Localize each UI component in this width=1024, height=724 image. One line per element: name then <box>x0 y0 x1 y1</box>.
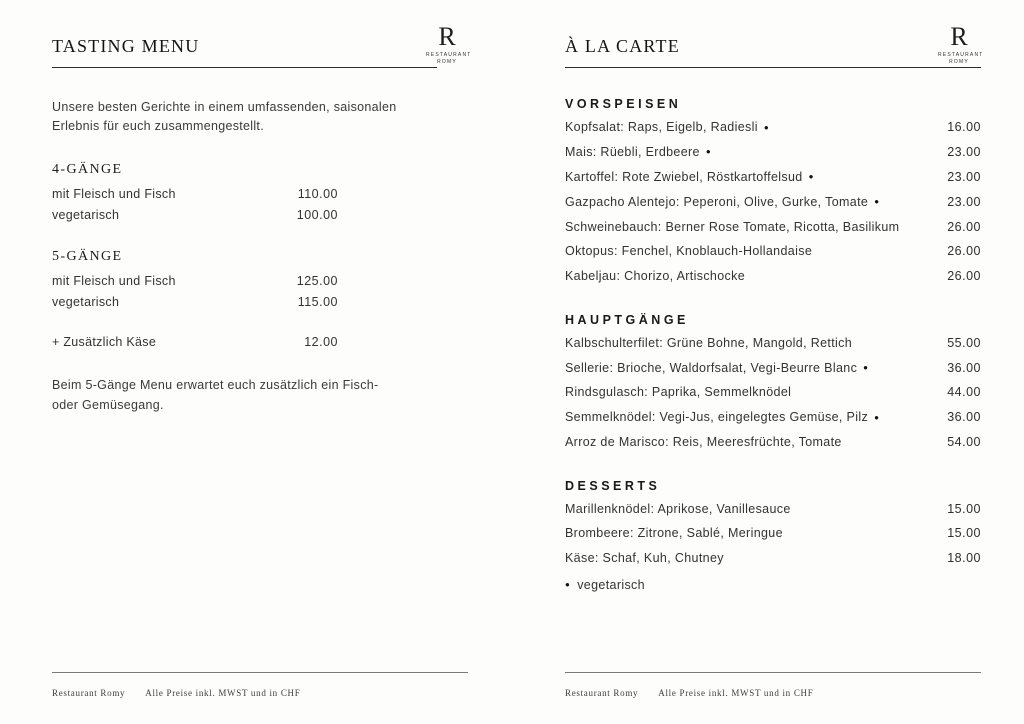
vegetarian-dot-icon: ● <box>763 122 770 132</box>
menu-item-label: Kopfsalat: Raps, Eigelb, Radiesli <box>565 120 758 134</box>
course-option-row <box>52 206 338 225</box>
footer-price-note: Alle Preise inkl. MWST und in CHF <box>145 688 301 698</box>
menu-item-row <box>565 269 981 283</box>
course-option-price: 100.00 <box>296 207 338 222</box>
section-desserts <box>565 479 981 566</box>
menu-item-price: 26.00 <box>947 269 981 284</box>
vegetarian-dot-icon: ● <box>705 147 712 157</box>
menu-item-price: 26.00 <box>947 244 981 259</box>
menu-item-price: 23.00 <box>947 169 981 184</box>
course-option-row <box>52 293 338 312</box>
menu-item-row <box>565 145 981 159</box>
extra-option-price: 12.00 <box>304 334 338 349</box>
menu-item-price: 36.00 <box>947 360 981 375</box>
menu-item-row <box>565 120 981 134</box>
logo-letter: R <box>950 22 968 51</box>
footer-divider <box>52 672 468 673</box>
vegetarian-dot-icon: ● <box>863 363 869 373</box>
course-option-price: 110.00 <box>297 186 338 201</box>
course-option-label: mit Fleisch und Fisch <box>52 274 176 289</box>
footer-price-note: Alle Preise inkl. MWST und in CHF <box>658 688 814 698</box>
menu-item-label: Käse: Schaf, Kuh, Chutney <box>565 551 724 566</box>
menu-item-price: 54.00 <box>947 435 981 450</box>
course-option-label: mit Fleisch und Fisch <box>52 186 176 201</box>
vegetarian-dot-icon: ● <box>565 580 571 590</box>
section-items <box>565 502 981 566</box>
a-la-carte-content <box>512 0 1024 592</box>
course-items <box>52 185 468 225</box>
course-4-gaenge <box>52 162 468 225</box>
vegetarian-dot-icon: ● <box>874 197 880 207</box>
course-option-price: 115.00 <box>297 295 338 309</box>
course-option-row <box>52 272 338 291</box>
extra-option-label: + Zusätzlich Käse <box>52 334 157 349</box>
menu-item-label: Marillenknödel: Aprikose, Vanillesauce <box>565 501 791 516</box>
page-title-tasting-menu: TASTING MENU <box>52 36 200 56</box>
menu-item-row <box>565 361 981 375</box>
section-heading: DESSERTS <box>565 478 661 493</box>
logo-subtext-line1: RESTAURANT <box>938 52 984 58</box>
footer-divider <box>565 672 981 673</box>
section-items <box>565 120 981 284</box>
a-la-carte-page <box>512 0 1024 724</box>
menu-item-price: 55.00 <box>947 335 981 350</box>
menu-item-price: 26.00 <box>947 219 981 234</box>
menu-item-row <box>565 195 981 209</box>
footer-text <box>52 688 468 698</box>
menu-item-label: Kabeljau: Chorizo, Artischocke <box>565 269 746 284</box>
menu-item-row <box>565 410 981 424</box>
course-heading: 5-GÄNGE <box>52 249 123 265</box>
menu-item-label: Mais: Rüebli, Erdbeere <box>565 144 700 159</box>
footer-restaurant-name: Restaurant Romy <box>52 688 126 698</box>
menu-item-label: Gazpacho Alentejo: Peperoni, Olive, Gurke, Tomate <box>565 194 869 209</box>
course-heading: 4-GÄNGE <box>52 161 123 177</box>
menu-item-row <box>565 526 981 540</box>
menu-item-row <box>565 551 981 565</box>
menu-item-label: Semmelknödel: Vegi-Jus, eingelegtes Gemüse, Pilz <box>565 410 869 425</box>
menu-item-price: 15.00 <box>947 526 981 541</box>
footer-restaurant-name: Restaurant Romy <box>565 688 639 698</box>
vegetarian-legend <box>565 578 981 592</box>
menu-item-label: Oktopus: Fenchel, Knoblauch-Hollandaise <box>565 244 813 259</box>
course-items <box>52 272 468 312</box>
tasting-menu-content <box>0 0 512 415</box>
title-divider <box>52 67 437 68</box>
tasting-menu-intro: Unsere besten Gerichte in einem umfassenden, saisonalen Erlebnis für euch zusammengestellt. <box>52 100 397 134</box>
course-option-price: 125.00 <box>296 274 338 289</box>
menu-item-row <box>565 170 981 184</box>
logo-letter: R <box>438 22 456 51</box>
menu-item-price: 23.00 <box>947 194 981 209</box>
section-heading: VORSPEISEN <box>565 97 682 111</box>
section-heading: HAUPTGÄNGE <box>565 312 689 327</box>
menu-item-row <box>565 220 981 234</box>
section-hauptgaenge <box>565 313 981 450</box>
page-title-a-la-carte: À LA CARTE <box>565 36 680 56</box>
vegetarian-legend-label: vegetarisch <box>577 577 645 592</box>
course-option-label: vegetarisch <box>52 295 120 309</box>
menu-item-label: Kalbschulterfilet: Grüne Bohne, Mangold, Rettich <box>565 335 853 350</box>
menu-item-row <box>565 435 981 449</box>
tasting-menu-note: Beim 5-Gänge Menu erwartet euch zusätzlich ein Fisch- oder Gemüsegang. <box>52 377 379 412</box>
footer-text <box>565 688 981 698</box>
menu-item-price: 15.00 <box>947 501 981 516</box>
menu-item-row <box>565 385 981 399</box>
section-items <box>565 336 981 450</box>
menu-item-label: Rindsgulasch: Paprika, Semmelknödel <box>565 385 792 400</box>
course-option-label: vegetarisch <box>52 207 120 222</box>
menu-item-row <box>565 336 981 350</box>
menu-item-row <box>565 244 981 258</box>
extra-cheese-option <box>52 333 468 352</box>
section-vorspeisen <box>565 97 981 284</box>
menu-item-price: 23.00 <box>947 144 981 159</box>
course-5-gaenge <box>52 249 468 312</box>
menu-item-label: Arroz de Marisco: Reis, Meeresfrüchte, Tomate <box>565 435 842 450</box>
page-footer <box>565 672 981 698</box>
logo-subtext-line1: RESTAURANT <box>426 52 472 58</box>
logo-subtext-line2: ROMY <box>437 58 457 65</box>
menu-item-price: 44.00 <box>947 385 981 400</box>
page-footer <box>52 672 468 698</box>
course-option-row <box>52 185 338 204</box>
menu-item-label: Sellerie: Brioche, Waldorfsalat, Vegi-Beurre Blanc <box>565 360 858 375</box>
title-divider <box>565 67 981 68</box>
menu-item-price: 36.00 <box>947 410 981 425</box>
extra-option-row <box>52 333 338 352</box>
menu-item-price: 16.00 <box>947 120 981 134</box>
menu-item-label: Kartoffel: Rote Zwiebel, Röstkartoffelsud <box>565 169 803 184</box>
menu-item-price: 18.00 <box>947 551 981 566</box>
menu-item-row <box>565 502 981 516</box>
logo-subtext-line2: ROMY <box>949 58 969 65</box>
menu-item-label: Schweinebauch: Berner Rose Tomate, Ricotta, Basilikum <box>565 219 900 234</box>
vegetarian-dot-icon: ● <box>808 172 814 182</box>
menu-item-label: Brombeere: Zitrone, Sablé, Meringue <box>565 526 783 541</box>
vegetarian-dot-icon: ● <box>874 412 880 422</box>
